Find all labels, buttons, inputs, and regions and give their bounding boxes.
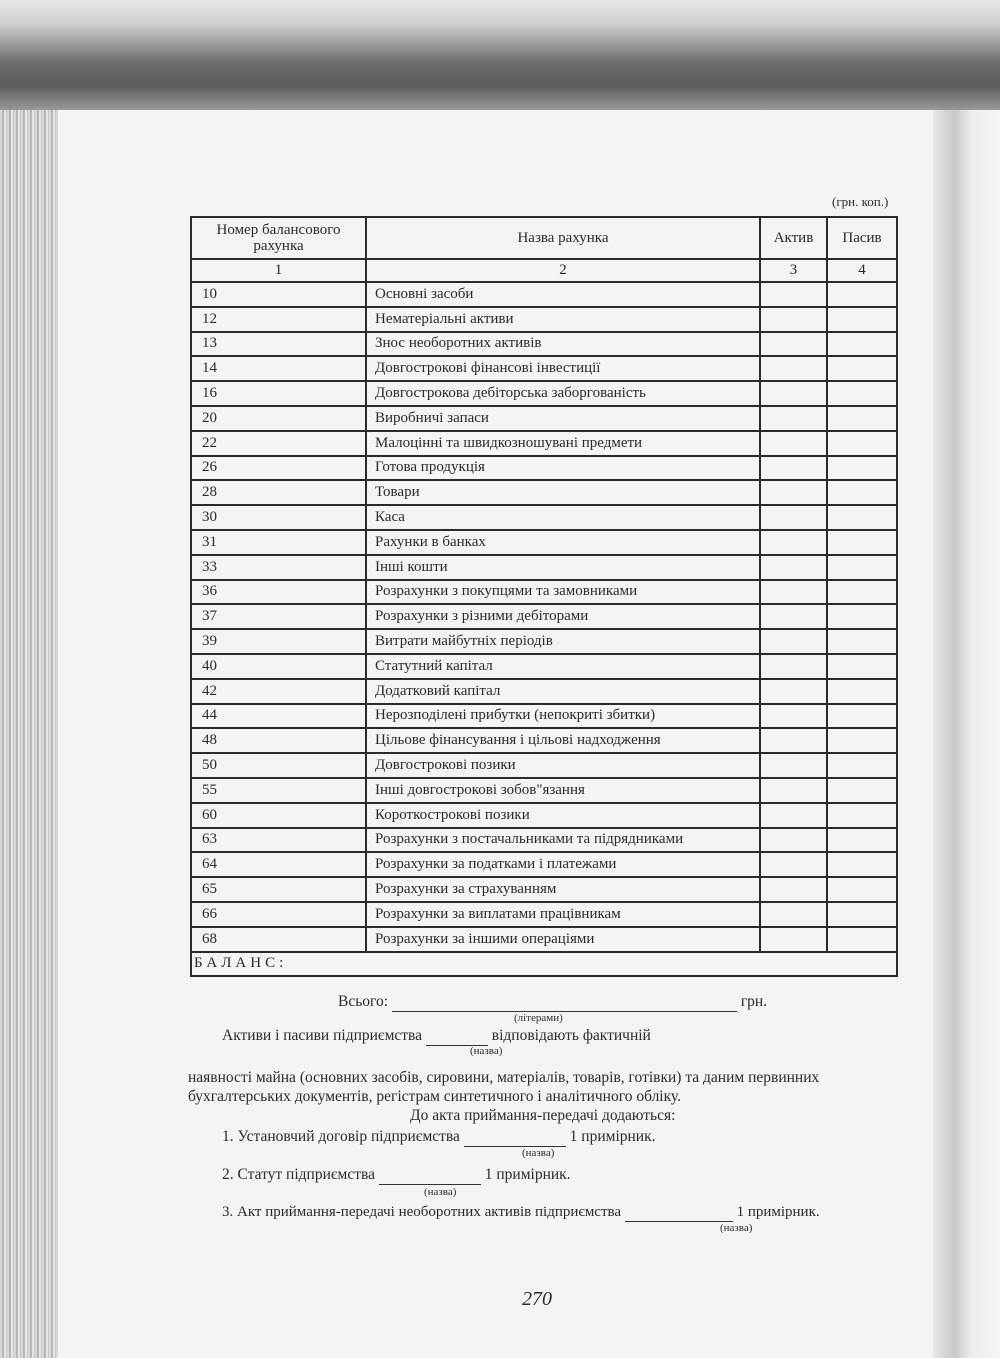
- total-line: [338, 993, 767, 1012]
- table-row: [191, 555, 897, 580]
- table-row: [191, 431, 897, 456]
- assets-cell: [760, 332, 827, 357]
- item-3-text: 3. Акт приймання-передачі необоротних активів підприємства: [222, 1204, 622, 1220]
- assets-cell: [760, 282, 827, 307]
- assets-cell: [760, 679, 827, 704]
- header-account-number: Номер балансового рахунка: [191, 217, 366, 259]
- account-number-cell: 42: [191, 679, 366, 704]
- liabilities-cell: [827, 704, 897, 729]
- account-name-cell: Каса: [366, 505, 760, 530]
- item-2-text: 2. Статут підприємства: [222, 1166, 375, 1183]
- table-row: [191, 828, 897, 853]
- account-number-cell: 50: [191, 753, 366, 778]
- account-name-cell: Витрати майбутніх періодів: [366, 629, 760, 654]
- account-name-cell: Розрахунки за іншими операціями: [366, 927, 760, 952]
- table-row: [191, 654, 897, 679]
- account-name-cell: Інші довгострокові зобов"язання: [366, 778, 760, 803]
- assets-cell: [760, 356, 827, 381]
- attachment-item-2: [222, 1166, 571, 1185]
- liabilities-cell: [827, 381, 897, 406]
- account-number-cell: 13: [191, 332, 366, 357]
- table-row: [191, 629, 897, 654]
- liabilities-cell: [827, 530, 897, 555]
- assets-line: [222, 1027, 651, 1046]
- account-number-cell: 65: [191, 877, 366, 902]
- account-name-cell: Знос необоротних активів: [366, 332, 760, 357]
- table-row: [191, 505, 897, 530]
- liabilities-cell: [827, 852, 897, 877]
- assets-cell: [760, 480, 827, 505]
- item-3-blank: [625, 1204, 733, 1222]
- account-number-cell: 66: [191, 902, 366, 927]
- table-row: [191, 852, 897, 877]
- table-row: [191, 580, 897, 605]
- assets-cell: [760, 456, 827, 481]
- account-number-cell: 33: [191, 555, 366, 580]
- table-row: [191, 877, 897, 902]
- account-number-cell: 26: [191, 456, 366, 481]
- attachment-item-1: [222, 1128, 656, 1147]
- account-name-cell: Цільове фінансування і цільові надходження: [366, 728, 760, 753]
- liabilities-cell: [827, 456, 897, 481]
- item-1-text: 1. Установчий договір підприємства: [222, 1128, 460, 1145]
- table-row: [191, 927, 897, 952]
- table-row: [191, 307, 897, 332]
- account-number-cell: 37: [191, 604, 366, 629]
- liabilities-cell: [827, 505, 897, 530]
- account-number-cell: 48: [191, 728, 366, 753]
- table-row: [191, 282, 897, 307]
- account-name-cell: Довгострокова дебіторська заборгованість: [366, 381, 760, 406]
- account-name-cell: Короткострокові позики: [366, 803, 760, 828]
- table-row: [191, 728, 897, 753]
- account-name-cell: Розрахунки за виплатами працівникам: [366, 902, 760, 927]
- account-name-cell: Нерозподілені прибутки (непокриті збитки): [366, 704, 760, 729]
- header-account-name: Назва рахунка: [366, 217, 760, 259]
- liabilities-cell: [827, 753, 897, 778]
- liabilities-cell: [827, 604, 897, 629]
- table-row: [191, 332, 897, 357]
- account-name-cell: Довгострокові позики: [366, 753, 760, 778]
- liabilities-cell: [827, 629, 897, 654]
- account-number-cell: 64: [191, 852, 366, 877]
- account-name-cell: Розрахунки з різними дебіторами: [366, 604, 760, 629]
- account-name-cell: Розрахунки за страхуванням: [366, 877, 760, 902]
- currency-label: грн.: [740, 993, 768, 1010]
- liabilities-cell: [827, 679, 897, 704]
- book-page-edges: [0, 110, 60, 1358]
- liabilities-cell: [827, 803, 897, 828]
- column-number: 1: [191, 259, 366, 282]
- liabilities-cell: [827, 728, 897, 753]
- item-1-blank: [464, 1128, 566, 1147]
- liabilities-cell: [827, 654, 897, 679]
- assets-cell: [760, 852, 827, 877]
- liabilities-cell: [827, 406, 897, 431]
- liabilities-cell: [827, 555, 897, 580]
- assets-cell: [760, 629, 827, 654]
- balance-total-row: [191, 952, 897, 976]
- liabilities-cell: [827, 927, 897, 952]
- column-number: 3: [760, 259, 827, 282]
- account-number-cell: 10: [191, 282, 366, 307]
- liabilities-cell: [827, 480, 897, 505]
- account-number-cell: 14: [191, 356, 366, 381]
- account-number-cell: 20: [191, 406, 366, 431]
- table-header-row: [191, 217, 897, 259]
- assets-cell: [760, 927, 827, 952]
- table-row: [191, 381, 897, 406]
- assets-cell: [760, 778, 827, 803]
- liabilities-cell: [827, 282, 897, 307]
- assets-cell: [760, 555, 827, 580]
- table-row: [191, 604, 897, 629]
- assets-cell: [760, 877, 827, 902]
- header-assets: Актив: [760, 217, 827, 259]
- account-name-cell: Статутний капітал: [366, 654, 760, 679]
- balance-table: [190, 216, 898, 977]
- item-2-blank: [379, 1166, 481, 1185]
- assets-cell: [760, 803, 827, 828]
- table-column-numbers: [191, 259, 897, 282]
- account-name-cell: Основні засоби: [366, 282, 760, 307]
- table-row: [191, 356, 897, 381]
- header-liabilities: Пасив: [827, 217, 897, 259]
- table-body: [191, 282, 897, 952]
- account-number-cell: 12: [191, 307, 366, 332]
- account-number-cell: 28: [191, 480, 366, 505]
- account-number-cell: 60: [191, 803, 366, 828]
- account-number-cell: 55: [191, 778, 366, 803]
- units-label: (грн. коп.): [832, 194, 889, 209]
- item-1-copies: 1 примірник.: [569, 1128, 656, 1145]
- assets-line-end: відповідають фактичній: [491, 1027, 651, 1044]
- account-number-cell: 39: [191, 629, 366, 654]
- assets-cell: [760, 902, 827, 927]
- liabilities-cell: [827, 778, 897, 803]
- account-number-cell: 36: [191, 580, 366, 605]
- assets-cell: [760, 728, 827, 753]
- attachments-title: До акта приймання-передачі додаються:: [410, 1107, 676, 1124]
- account-name-cell: Готова продукція: [366, 456, 760, 481]
- liabilities-cell: [827, 828, 897, 853]
- account-number-cell: 40: [191, 654, 366, 679]
- account-number-cell: 31: [191, 530, 366, 555]
- account-name-cell: Інші кошти: [366, 555, 760, 580]
- account-name-cell: Розрахунки за податками і платежами: [366, 852, 760, 877]
- table-row: [191, 704, 897, 729]
- name-hint: (назва): [424, 1186, 457, 1198]
- liabilities-cell: [827, 902, 897, 927]
- total-amount-blank: [392, 993, 737, 1012]
- paragraph-line-1: наявності майна (основних засобів, сировини, матеріалів, товарів, готівки) та даним первинних: [188, 1069, 820, 1086]
- account-name-cell: Довгострокові фінансові інвестиції: [366, 356, 760, 381]
- account-number-cell: 16: [191, 381, 366, 406]
- account-name-cell: Рахунки в банках: [366, 530, 760, 555]
- assets-cell: [760, 604, 827, 629]
- page-number: 270: [522, 1288, 552, 1310]
- account-number-cell: 44: [191, 704, 366, 729]
- item-2-copies: 1 примірник.: [484, 1166, 571, 1183]
- total-label: Всього:: [338, 993, 389, 1010]
- assets-cell: [760, 406, 827, 431]
- account-name-cell: Розрахунки з покупцями та замовниками: [366, 580, 760, 605]
- liabilities-cell: [827, 356, 897, 381]
- account-name-cell: Розрахунки з постачальниками та підрядниками: [366, 828, 760, 853]
- in-words-hint: (літерами): [514, 1012, 563, 1024]
- liabilities-cell: [827, 431, 897, 456]
- account-number-cell: 30: [191, 505, 366, 530]
- liabilities-cell: [827, 332, 897, 357]
- table-row: [191, 902, 897, 927]
- item-3-copies: 1 примірник.: [736, 1204, 820, 1220]
- assets-cell: [760, 307, 827, 332]
- scan-right-shadow: [930, 110, 1000, 1358]
- attachment-item-3: [222, 1204, 820, 1222]
- assets-cell: [760, 753, 827, 778]
- assets-cell: [760, 704, 827, 729]
- assets-cell: [760, 530, 827, 555]
- table-row: [191, 456, 897, 481]
- assets-cell: [760, 654, 827, 679]
- liabilities-cell: [827, 580, 897, 605]
- table-row: [191, 778, 897, 803]
- table-row: [191, 530, 897, 555]
- paragraph-line-2: бухгалтерських документів, регістрам синтетичного і аналітичного обліку.: [188, 1088, 682, 1105]
- assets-cell: [760, 828, 827, 853]
- column-number: 2: [366, 259, 760, 282]
- balance-label: БАЛАНС:: [191, 952, 897, 976]
- account-name-cell: Товари: [366, 480, 760, 505]
- account-number-cell: 68: [191, 927, 366, 952]
- assets-cell: [760, 580, 827, 605]
- account-number-cell: 63: [191, 828, 366, 853]
- assets-line-start: Активи і пасиви підприємства: [222, 1027, 423, 1044]
- account-name-cell: Додатковий капітал: [366, 679, 760, 704]
- name-hint: (назва): [470, 1045, 503, 1057]
- account-number-cell: 22: [191, 431, 366, 456]
- column-number: 4: [827, 259, 897, 282]
- liabilities-cell: [827, 877, 897, 902]
- assets-cell: [760, 381, 827, 406]
- assets-cell: [760, 431, 827, 456]
- name-hint: (назва): [522, 1147, 555, 1159]
- assets-cell: [760, 505, 827, 530]
- table-row: [191, 406, 897, 431]
- table-row: [191, 753, 897, 778]
- name-hint: (назва): [720, 1222, 753, 1234]
- table-row: [191, 803, 897, 828]
- account-name-cell: Нематеріальні активи: [366, 307, 760, 332]
- account-name-cell: Малоцінні та швидкозношувані предмети: [366, 431, 760, 456]
- liabilities-cell: [827, 307, 897, 332]
- enterprise-name-blank: [426, 1027, 488, 1046]
- table-row: [191, 679, 897, 704]
- account-name-cell: Виробничі запаси: [366, 406, 760, 431]
- table-row: [191, 480, 897, 505]
